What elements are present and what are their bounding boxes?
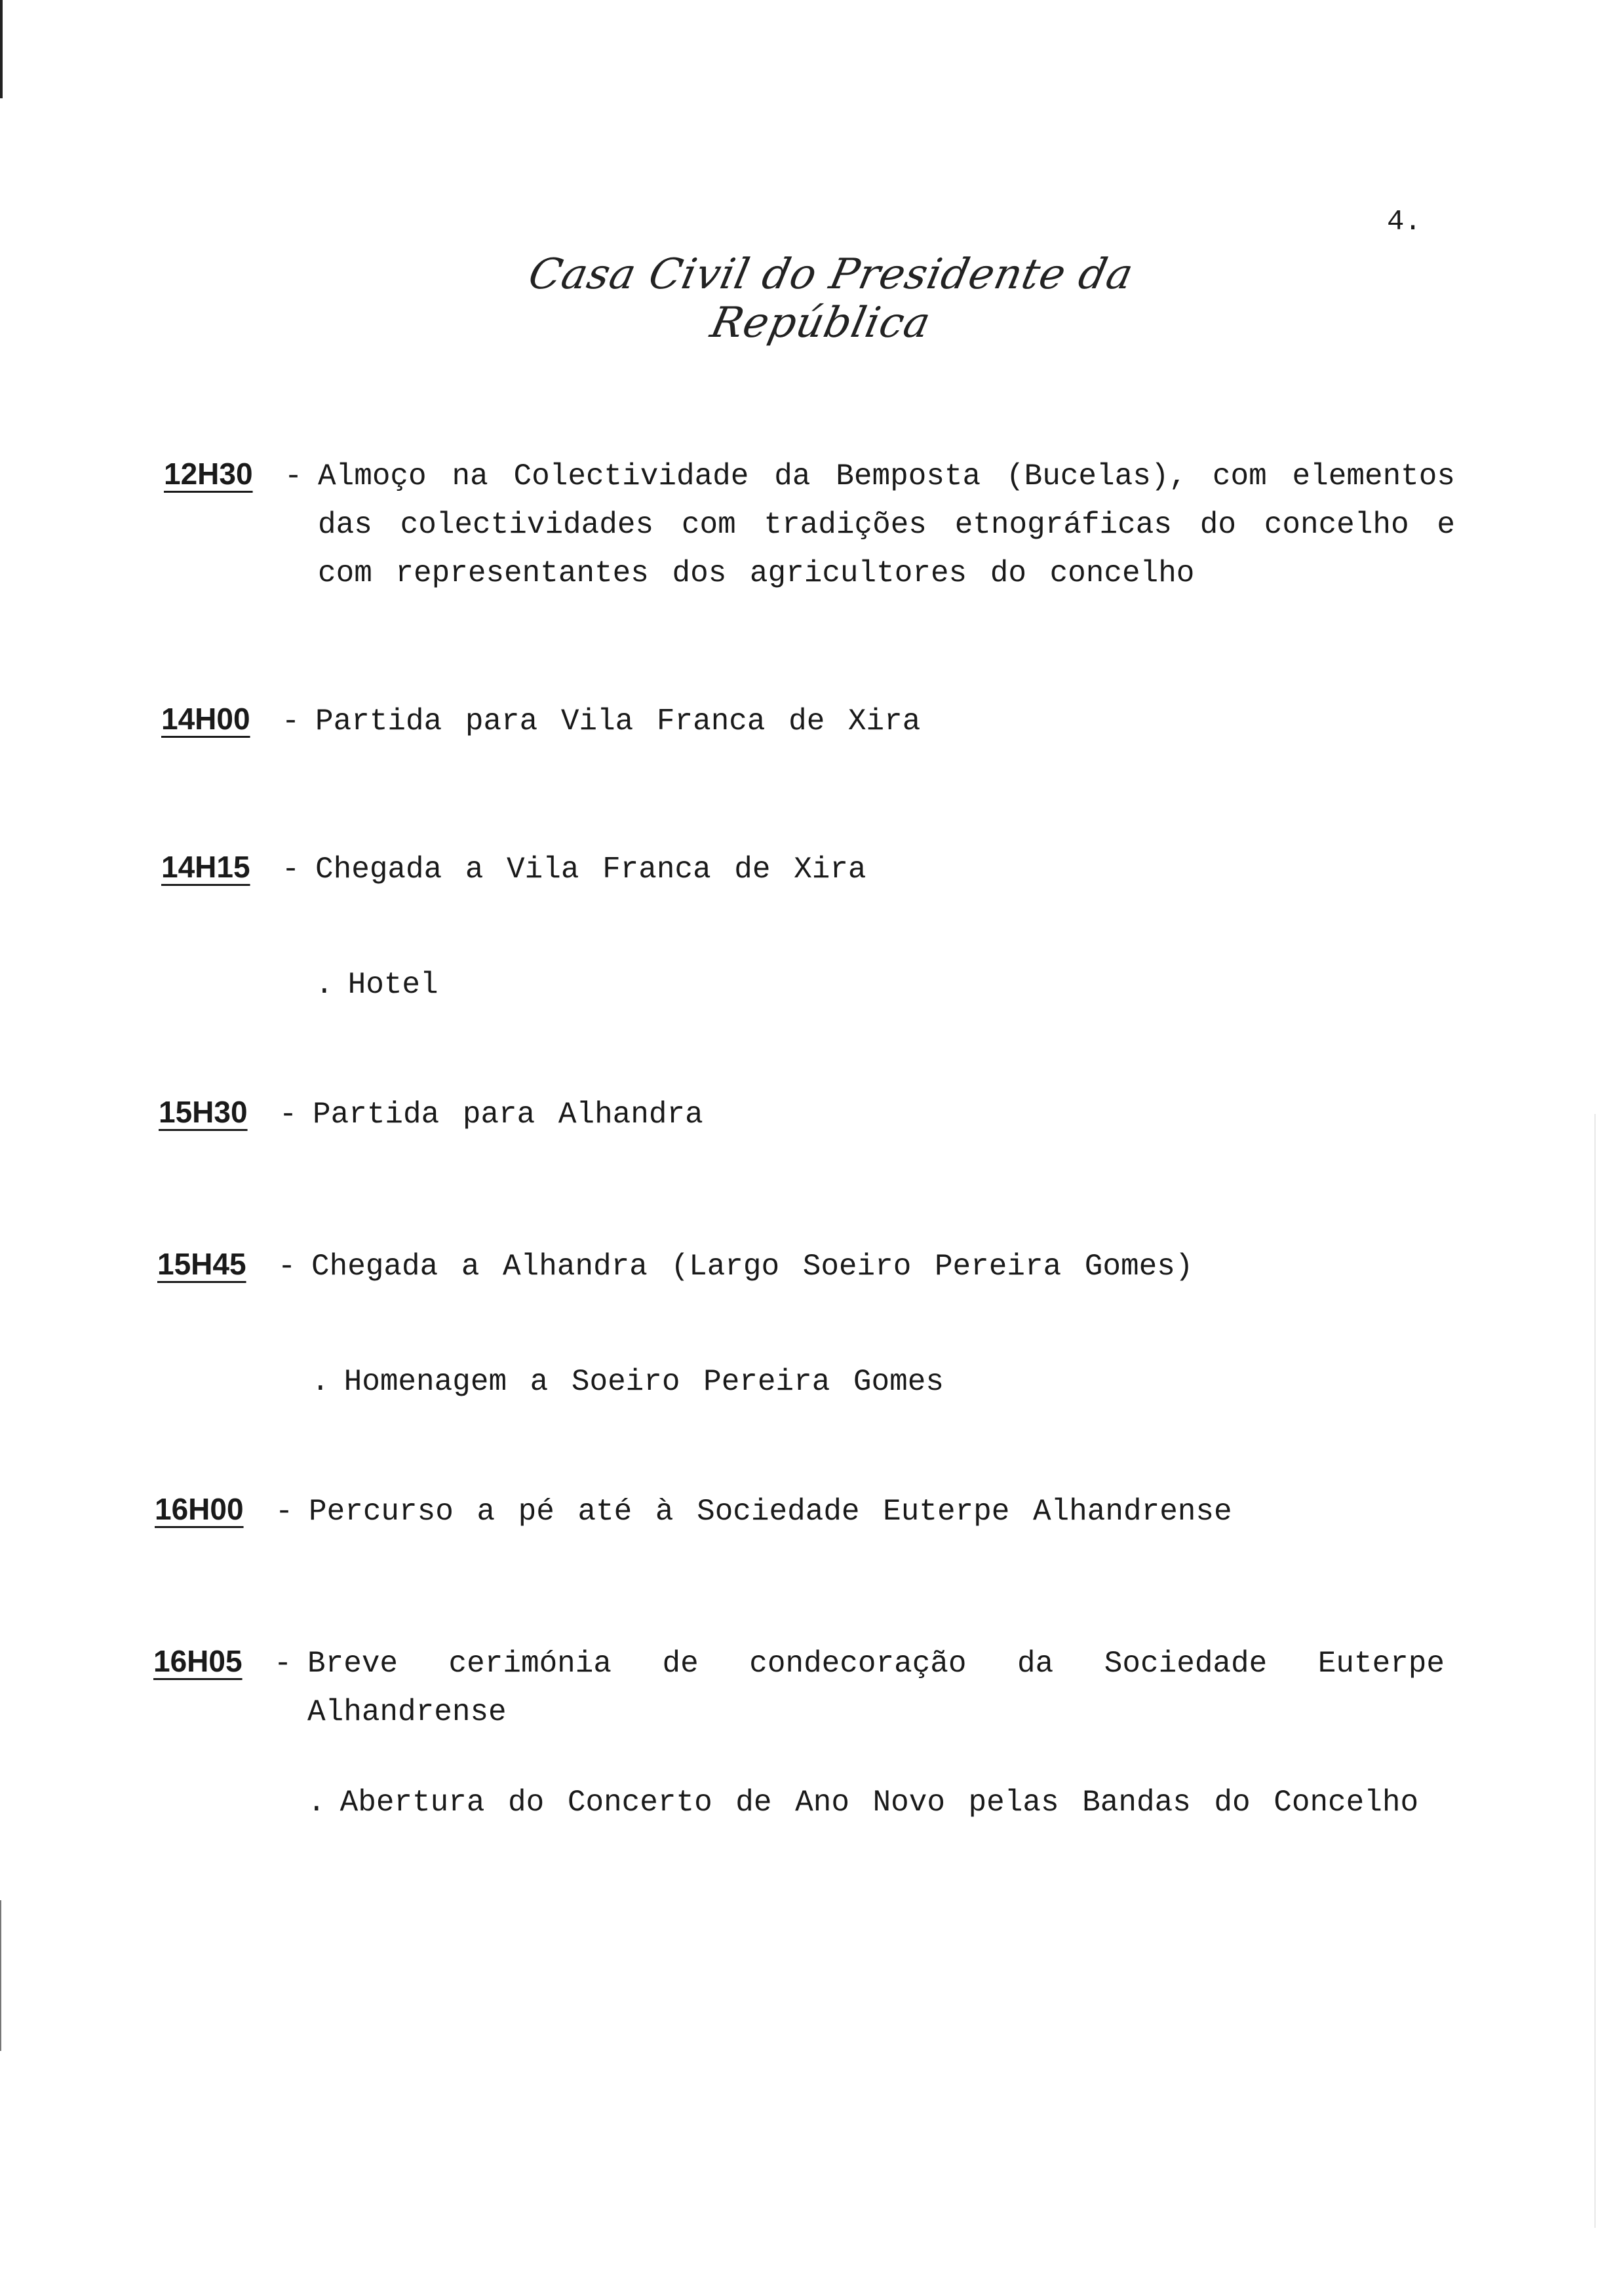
entry-separator: - [279, 1098, 298, 1132]
entry-time: 16H05 [153, 1644, 243, 1678]
entry-time: 12H30 [164, 457, 253, 491]
bullet: . [311, 1365, 330, 1399]
entry-time: 15H30 [159, 1095, 248, 1129]
entry-subitem [315, 962, 1452, 1008]
subitem-text: Abertura do Concerto de Ano Novo pelas Bandas do Concelho [340, 1786, 1419, 1820]
entry-time: 15H45 [157, 1247, 246, 1281]
entry-description: Chegada a Alhandra (Largo Soeiro Pereira Gomes) [311, 1250, 1194, 1284]
entry-subitem [311, 1359, 1449, 1405]
entry-description: Percurso a pé até à Sociedade Euterpe Alhandrense [309, 1495, 1232, 1529]
entry-time: 14H15 [161, 850, 250, 884]
schedule-entry [159, 1090, 1450, 1139]
entry-separator: - [273, 1647, 292, 1681]
scan-edge [0, 1900, 1, 2051]
entry-separator: - [275, 1495, 294, 1529]
entry-time: 14H00 [161, 702, 250, 736]
schedule-entry [164, 452, 1455, 598]
entry-description: Breve cerimónia de condecoração da Sociedade Euterpe Alhandrense [307, 1647, 1445, 1729]
schedule-entry [153, 1639, 1445, 1826]
entry-subitem [307, 1780, 1445, 1826]
entry-description: Partida para Vila Franca de Xira [315, 704, 921, 738]
entry-time: 16H00 [155, 1492, 244, 1526]
entry-description: Chegada a Vila Franca de Xira [315, 852, 866, 887]
scan-edge [0, 0, 3, 98]
entry-separator: - [281, 704, 300, 738]
subitem-text: Hotel [347, 968, 438, 1002]
entry-description: Almoço na Colectividade da Bemposta (Bucelas), com elementos das colectividades com tradições etnográficas do concelho e com representantes dos agricultores do concelho [318, 459, 1455, 590]
bullet: . [315, 968, 334, 1002]
entry-description: Partida para Alhandra [313, 1098, 703, 1132]
letterhead: Casa Civil do Presidente da República [524, 250, 1138, 347]
entry-separator: - [281, 852, 300, 887]
schedule-entry [161, 845, 1452, 1008]
schedule-entry [157, 1242, 1449, 1405]
schedule-entry [155, 1487, 1446, 1536]
entry-separator: - [277, 1250, 296, 1284]
entry-separator: - [284, 459, 303, 493]
bullet: . [307, 1786, 326, 1820]
schedule-entry [161, 697, 1452, 746]
page-number: 4. [1387, 206, 1422, 239]
subitem-text: Homenagem a Soeiro Pereira Gomes [343, 1365, 944, 1399]
